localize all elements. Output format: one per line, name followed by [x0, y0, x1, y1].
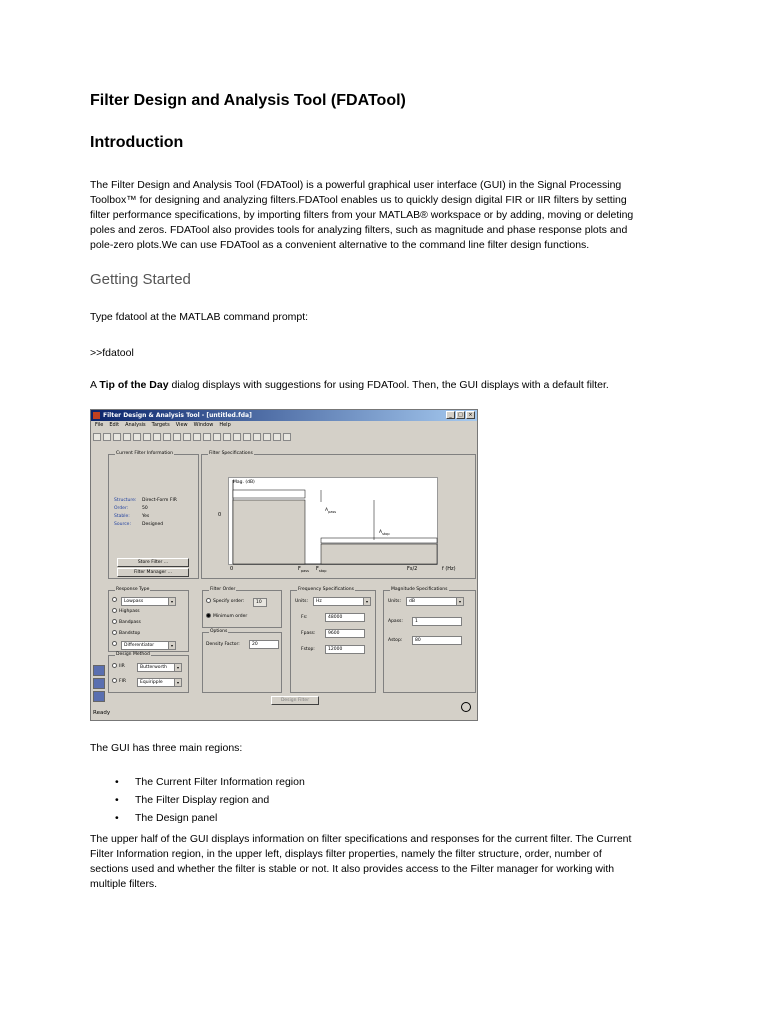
fir-select [137, 678, 182, 687]
astop-label [379, 530, 390, 536]
intro-line: Toolbox™ for designing and analyzing filters.FDATool enables us to quickly design digital FIR or IIR filters by setting [90, 194, 627, 206]
closing-paragraph [90, 832, 680, 892]
fir-radio [112, 678, 126, 685]
apass-field-label: Apass: [388, 619, 403, 624]
order-value: 50 [142, 506, 148, 511]
chevron-down-icon: ▾ [456, 598, 463, 605]
mag-label: Mag. (dB) [233, 480, 255, 485]
design-filter-button: Design Filter [271, 696, 319, 705]
group-delay-icon [223, 433, 231, 441]
full-view-icon [173, 433, 181, 441]
astop-main: A [379, 530, 383, 535]
mag-units-label: Units: [388, 599, 402, 604]
filter-specs-label: Filter Specifications [209, 451, 253, 456]
chevron-down-icon: ▾ [168, 642, 175, 649]
new-icon [93, 433, 101, 441]
intro-line: filter performance specifications, by importing filters from your MATLAB® workspace or by adding, moving or deleting [90, 209, 634, 221]
stopband-block [321, 544, 437, 564]
bandpass-radio [112, 619, 141, 626]
structure-value: Direct-Form FIR [142, 498, 177, 503]
astop-field: 80 [412, 636, 462, 645]
fs2-label: Fs/2 [407, 566, 418, 572]
closing-line: The upper half of the GUI displays information on filter specifications and responses for the current filter. The Current [90, 833, 632, 845]
closing-line: multiple filters. [90, 878, 158, 890]
x-zero-label: 0 [230, 566, 234, 572]
apass-label [325, 508, 336, 514]
differentiator-value: Differentiator [124, 643, 155, 648]
fpass-field-label: Fpass: [301, 631, 316, 636]
current-filter-panel [108, 451, 199, 579]
fs-label: Fs: [301, 615, 308, 620]
phase-icon [203, 433, 211, 441]
lowpass-select [121, 597, 176, 606]
response-type-panel [108, 587, 189, 652]
lowpass-value: Lowpass [124, 599, 144, 604]
zoom-x-icon [163, 433, 171, 441]
fs-field: 48000 [325, 613, 365, 622]
store-filter-button: Store Filter ... [117, 558, 189, 567]
iir-select [137, 663, 182, 672]
fstop-field: 12000 [325, 645, 365, 654]
filter-info [114, 497, 177, 529]
design-panel-icon [93, 665, 105, 676]
menu-window: Window [193, 422, 214, 428]
zoom-icon [461, 702, 471, 712]
bandstop-label: Bandstop [119, 631, 141, 636]
intro-line: pole-zero plots.We can use FDATool as a convenient alternative to the command line filter design functions. [90, 239, 590, 251]
structure-key: Structure: [114, 498, 137, 503]
coefficients-icon [263, 433, 271, 441]
density-factor-label: Density Factor: [206, 642, 240, 647]
intro-paragraph [90, 178, 680, 253]
magnitude-specs-label: Magnitude Specifications [391, 587, 448, 592]
fpass-field: 9600 [325, 629, 365, 638]
intro-heading: Introduction [90, 134, 184, 151]
specs-icon [183, 433, 191, 441]
filter-order-panel [202, 587, 282, 628]
tip-prefix: A [90, 379, 100, 391]
tip-bold: Tip of the Day [99, 379, 169, 391]
side-icons [93, 665, 105, 704]
fstop-sub: stop [318, 569, 327, 573]
minimize-icon: _ [446, 411, 455, 419]
frequency-specs-label: Frequency Specifications [298, 587, 354, 592]
bandpass-label: Bandpass [119, 620, 141, 625]
menubar [91, 421, 478, 430]
chevron-down-icon: ▾ [174, 679, 181, 686]
source-value: Designed [142, 522, 164, 527]
chevron-down-icon: ▾ [363, 598, 370, 605]
step-icon [243, 433, 251, 441]
fdatool-screenshot [90, 409, 478, 721]
menu-help: Help [219, 422, 231, 428]
maximize-icon: □ [456, 411, 465, 419]
fstop-main: F [316, 566, 319, 572]
fir-value: Equiripple [140, 680, 163, 685]
status-bar: Ready [93, 710, 111, 716]
page-title: Filter Design and Analysis Tool (FDATool) [90, 92, 406, 109]
closing-line: Filter Information region, in the upper left, displays filter properties, namely the filter structure, order, number of [90, 848, 602, 860]
app-icon [93, 412, 100, 419]
fir-label: FIR [119, 679, 127, 684]
passband-block [233, 500, 305, 564]
stable-key: Stable: [114, 514, 130, 519]
zoom-in-icon [143, 433, 151, 441]
magnitude-specs-panel [383, 587, 476, 693]
import-filter-icon [93, 691, 105, 702]
toolbar [93, 431, 291, 442]
specify-order-label: Specify order: [213, 599, 245, 604]
list-item: • The Design panel [90, 809, 305, 827]
save-icon [113, 433, 121, 441]
pole-zero-editor-icon [93, 678, 105, 689]
astop-sub: stop [382, 531, 390, 536]
freq-units-select [313, 597, 371, 606]
fstop-field-label: Fstop: [301, 647, 315, 652]
regions-intro: The GUI has three main regions: [90, 742, 243, 754]
astop-field-label: Astop: [388, 638, 403, 643]
apass-main: A [325, 508, 329, 513]
open-icon [103, 433, 111, 441]
spec-plot [228, 477, 438, 565]
menu-targets: Targets [151, 422, 170, 428]
window-title: Filter Design & Analysis Tool - [untitled.fda] [103, 412, 252, 419]
specify-order-field: 10 [253, 598, 267, 607]
response-type-label: Response Type [116, 587, 150, 592]
intro-line: poles and zeros. FDATool also provides tools for analyzing filters, such as magnitude and phase response plots and [90, 224, 628, 236]
minimum-order-radio [206, 613, 247, 620]
mag-units-value: dB [409, 599, 415, 604]
iir-label: IIR [119, 664, 125, 669]
tip-paragraph [90, 378, 680, 393]
info-icon [273, 433, 281, 441]
close-icon: × [466, 411, 475, 419]
menu-analysis: Analysis [125, 422, 146, 428]
menu-edit: Edit [109, 422, 120, 428]
bandstop-radio [112, 630, 140, 637]
fpass-label [298, 566, 309, 573]
lowpass-radio [112, 597, 119, 604]
y-zero-label: 0 [218, 512, 222, 518]
chevron-down-icon: ▾ [174, 664, 181, 671]
options-label: Options [210, 629, 228, 634]
order-key: Order: [114, 506, 129, 511]
highpass-radio [112, 608, 140, 615]
regions-list [90, 773, 305, 827]
filter-specs-panel [201, 451, 476, 579]
tip-suffix: dialog displays with suggestions for using FDATool. Then, the GUI displays with a default filter. [168, 379, 609, 391]
design-method-label: Design Method [116, 652, 150, 657]
command-text: >>fdatool [90, 347, 134, 359]
impulse-icon [233, 433, 241, 441]
fpass-main: F [298, 566, 301, 572]
menu-view: View [175, 422, 188, 428]
getting-started-heading: Getting Started [90, 271, 191, 288]
highpass-label: Highpass [119, 609, 140, 614]
fpass-sub: pass [300, 569, 309, 573]
closing-line: sections used and whether the filter is stable or not. It also provides access to the Filter manager for working with [90, 863, 615, 875]
list-item: • The Filter Display region and [90, 791, 305, 809]
specify-order-radio [206, 598, 244, 605]
mag-units-select [406, 597, 464, 606]
f-hz-label: f (Hz) [442, 566, 456, 572]
density-factor-field: 20 [249, 640, 279, 649]
menu-file: File [95, 422, 104, 428]
minimum-order-label: Minimum order [213, 614, 248, 619]
options-panel [202, 629, 282, 693]
help-icon [283, 433, 291, 441]
print-icon [123, 433, 131, 441]
pole-zero-icon [253, 433, 261, 441]
freq-units-label: Units: [295, 599, 309, 604]
fstop-label [316, 566, 326, 573]
current-filter-label: Current Filter Information [116, 451, 173, 456]
mag-phase-icon [213, 433, 221, 441]
apass-sub: pass [328, 509, 337, 514]
type-instruction: Type fdatool at the MATLAB command prompt: [90, 311, 309, 323]
iir-radio [112, 663, 125, 670]
freq-units-value: Hz [316, 599, 322, 604]
zoom-out-icon [153, 433, 161, 441]
spec-drawing [229, 478, 439, 566]
source-key: Source: [114, 522, 131, 527]
apass-field: 1 [412, 617, 462, 626]
print-preview-icon [133, 433, 141, 441]
other-radio [112, 641, 119, 648]
stable-value: Yes [142, 514, 150, 519]
frequency-specs-panel [290, 587, 376, 693]
passband-upper [233, 490, 305, 498]
filter-manager-button: Filter Manager ... [117, 568, 189, 577]
iir-value: Butterworth [140, 665, 167, 670]
window-titlebar [91, 410, 477, 421]
design-method-panel [108, 652, 189, 693]
chevron-down-icon: ▾ [168, 598, 175, 605]
stopband-line [321, 538, 437, 543]
filter-order-label: Filter Order [210, 587, 236, 592]
list-item: • The Current Filter Information region [90, 773, 305, 791]
intro-line: The Filter Design and Analysis Tool (FDATool) is a powerful graphical user interface (GUI) in the Signal Processing [90, 179, 622, 191]
magnitude-icon [193, 433, 201, 441]
differentiator-select [121, 641, 176, 650]
